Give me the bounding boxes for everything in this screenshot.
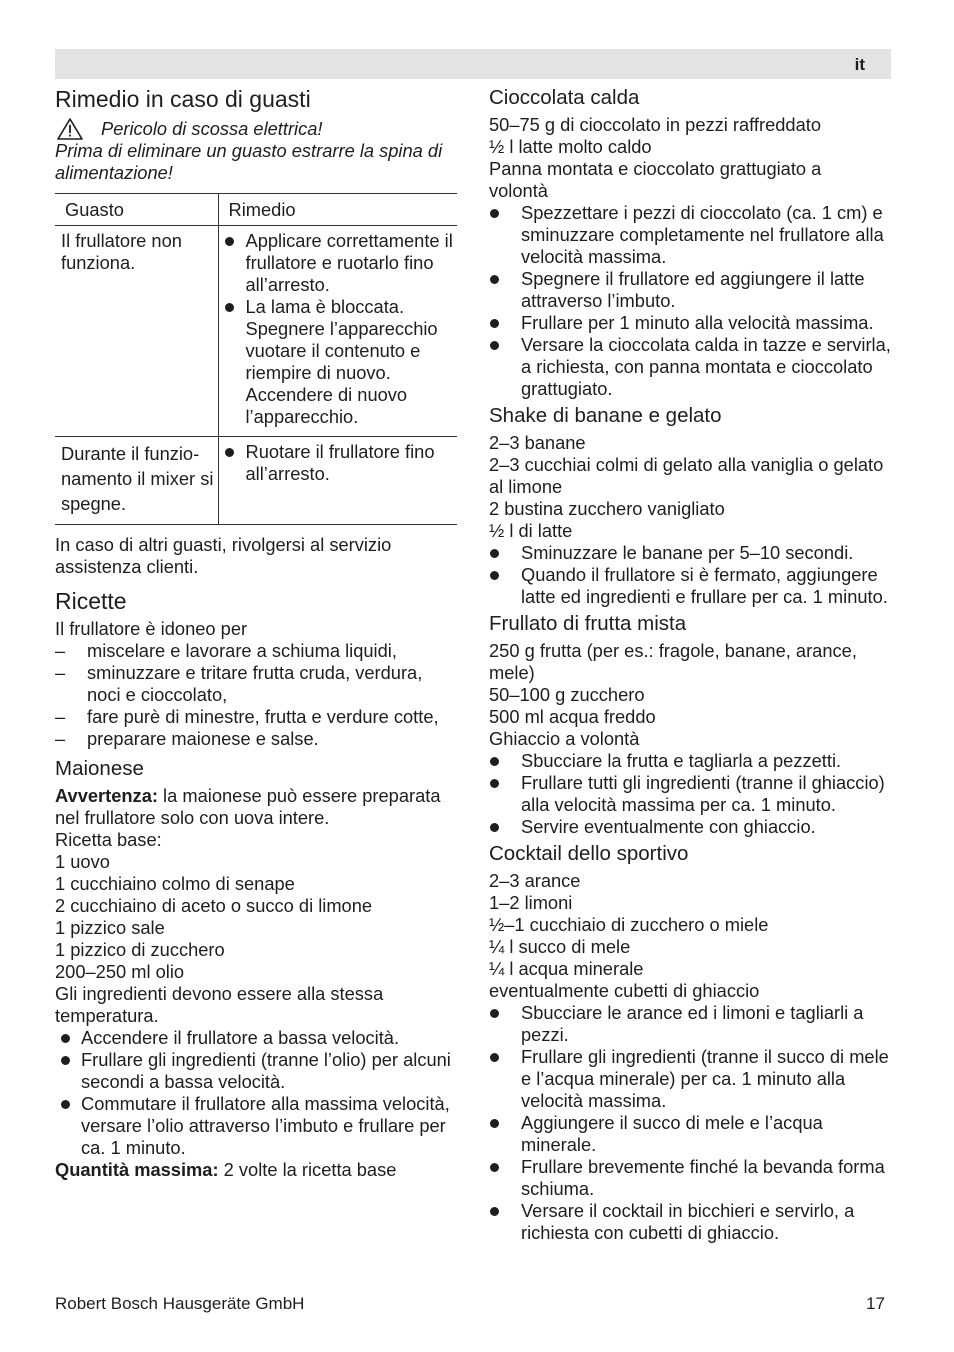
step-item: Spegnere il frullatore ed aggiungere il latte attraverso l’imbuto. <box>489 268 893 312</box>
ingredient-line: eventualmente cubetti di ghiaccio <box>489 980 760 1001</box>
list-item: – preparare maionese e salse. <box>55 728 457 750</box>
header-bar <box>55 49 891 79</box>
step-item: Frullare tutti gli ingredienti (tranne il ghiaccio) alla velocità massima per ca. 1 minuto. <box>489 772 893 816</box>
step-item: Frullare gli ingredienti (tranne l’olio) per alcuni secondi a bassa velocità. <box>55 1049 457 1093</box>
ingredient-line: 2–3 cucchiai colmi di gelato alla vaniglia o gelato al limone <box>489 454 884 497</box>
step-item: Quando il frullatore si è fermato, aggiungere latte ed ingredienti e frullare per ca. 1 minuto. <box>489 564 893 608</box>
other-faults-text: In caso di altri guasti, rivolgersi al servizio assistenza clienti. <box>55 534 392 577</box>
maionese-steps <box>55 1027 457 1159</box>
ingredient-line: 2 bustina zucchero vanigliato <box>489 498 725 519</box>
warning-line <box>55 118 457 140</box>
ingredient-line: ¼ l acqua minerale <box>489 958 644 979</box>
cocktail-title: Cocktail dello sportivo <box>489 842 689 865</box>
ingredient-line: Ricetta base: <box>55 829 162 850</box>
section-title-guasti: Rimedio in caso di guasti <box>55 86 311 112</box>
remedy-cell <box>218 437 457 525</box>
remedy-cell <box>218 226 457 437</box>
frullato-title: Frullato di frutta mista <box>489 612 687 635</box>
step-item: Versare la cioccolata calda in tazze e servirla, a richiesta, con panna montata e cioccolato grattugiato. <box>489 334 893 400</box>
troubleshooting-table <box>55 193 457 525</box>
note-text: la maionese può essere preparata nel frullatore solo con uova intere. <box>55 785 441 828</box>
problem-cell: Il frullatore non funziona. <box>55 226 218 437</box>
ingredient-line: 200–250 ml olio <box>55 961 185 982</box>
step-item: Sminuzzare le banane per 5–10 secondi. <box>489 542 893 564</box>
warning-triangle-icon <box>57 118 83 140</box>
list-item: – fare purè di minestre, frutta e verdure cotte, <box>55 706 457 728</box>
cocktail-steps <box>489 1002 893 1244</box>
table-header-guasto: Guasto <box>55 194 218 226</box>
maionese-title: Maionese <box>55 757 144 780</box>
ingredient-line: 2–3 arance <box>489 870 581 891</box>
ingredient-line: ½–1 cucchiaio di zucchero o miele <box>489 914 769 935</box>
problem-cell: Durante il funzio-namento il mixer si spegne. <box>55 437 218 525</box>
step-item: Spezzettare i pezzi di cioccolato (ca. 1 cm) e sminuzzare completamente nel frullatore alla velocità massima. <box>489 202 893 268</box>
table-header-row <box>55 194 457 226</box>
uses-list <box>55 640 457 750</box>
ingredient-line: ½ l di latte <box>489 520 573 541</box>
right-column <box>489 86 893 1244</box>
list-item: – sminuzzare e tritare frutta cruda, verdura, noci e cioccolato, <box>55 662 457 706</box>
shake-title: Shake di banane e gelato <box>489 404 722 427</box>
left-column <box>55 86 457 1181</box>
ingredient-line: 50–75 g di cioccolato in pezzi raffreddato <box>489 114 821 135</box>
ingredient-line: Ghiaccio a volontà <box>489 728 640 749</box>
step-item: Sbucciare le arance ed i limoni e tagliarli a pezzi. <box>489 1002 893 1046</box>
frullato-steps <box>489 750 893 838</box>
ingredient-line: 2 cucchiaino di aceto o succo di limone <box>55 895 373 916</box>
maionese-note <box>55 785 457 829</box>
cioccolata-title: Cioccolata calda <box>489 86 640 109</box>
remedy-item: Ruotare il frullatore fino all’arresto. <box>225 441 454 485</box>
step-item: Frullare per 1 minuto alla velocità massima. <box>489 312 893 334</box>
ingredient-line: 1–2 limoni <box>489 892 573 913</box>
warning-title: Pericolo di scossa elettrica! <box>101 118 323 139</box>
section-title-ricette: Ricette <box>55 588 127 614</box>
footer-company: Robert Bosch Hausgeräte GmbH <box>55 1294 305 1313</box>
ingredient-line: Gli ingredienti devono essere alla stessa temperatura. <box>55 983 384 1026</box>
ingredient-line: 250 g frutta (per es.: fragole, banane, arance, mele) <box>489 640 857 683</box>
ingredient-line: 50–100 g zucchero <box>489 684 645 705</box>
table-row <box>55 437 457 525</box>
max-quantity <box>55 1159 457 1181</box>
step-item: Servire eventualmente con ghiaccio. <box>489 816 893 838</box>
remedy-item: La lama è bloccata. Spegnere l’apparecchio vuotare il contenuto e riempire di nuovo. Accendere di nuovo l’apparecchio. <box>225 296 454 428</box>
warning-text: Prima di eliminare un guasto estrarre la spina di alimentazione! <box>55 140 443 183</box>
step-item: Frullare brevemente finché la bevanda forma schiuma. <box>489 1156 893 1200</box>
cioccolata-steps <box>489 202 893 400</box>
ingredient-line: Panna montata e cioccolato grattugiato a volontà <box>489 158 822 201</box>
step-item: Frullare gli ingredienti (tranne il succo di mele e l’acqua minerale) per ca. 1 minuto alla velocità massima. <box>489 1046 893 1112</box>
step-item: Commutare il frullatore alla massima velocità, versare l’olio attraverso l’imbuto e frullare per ca. 1 minuto. <box>55 1093 457 1159</box>
note-label: Avvertenza: <box>55 785 158 806</box>
ingredient-line: 2–3 banane <box>489 432 586 453</box>
table-header-rimedio: Rimedio <box>218 194 457 226</box>
step-item: Aggiungere il succo di mele e l’acqua minerale. <box>489 1112 893 1156</box>
remedy-item: Applicare correttamente il frullatore e ruotarlo fino all’arresto. <box>225 230 454 296</box>
step-item: Sbucciare la frutta e tagliarla a pezzetti. <box>489 750 893 772</box>
ingredient-line: 1 uovo <box>55 851 110 872</box>
list-item: – miscelare e lavorare a schiuma liquidi, <box>55 640 457 662</box>
ingredient-line: 1 pizzico sale <box>55 917 165 938</box>
shake-steps <box>489 542 893 608</box>
ingredient-line: 500 ml acqua freddo <box>489 706 656 727</box>
step-item: Versare il cocktail in bicchieri e servirlo, a richiesta con cubetti di ghiaccio. <box>489 1200 893 1244</box>
qty-text: 2 volte la ricetta base <box>218 1159 397 1180</box>
ingredient-line: ½ l latte molto caldo <box>489 136 652 157</box>
page-number: 17 <box>866 1294 885 1313</box>
language-label: it <box>854 55 865 74</box>
ingredient-line: 1 cucchiaino colmo di senape <box>55 873 295 894</box>
ingredient-line: 1 pizzico di zucchero <box>55 939 225 960</box>
ingredient-line: ¼ l succo di mele <box>489 936 631 957</box>
ricette-intro: Il frullatore è idoneo per <box>55 618 248 639</box>
step-item: Accendere il frullatore a bassa velocità. <box>55 1027 457 1049</box>
table-row <box>55 226 457 437</box>
qty-label: Quantità massima: <box>55 1159 219 1180</box>
